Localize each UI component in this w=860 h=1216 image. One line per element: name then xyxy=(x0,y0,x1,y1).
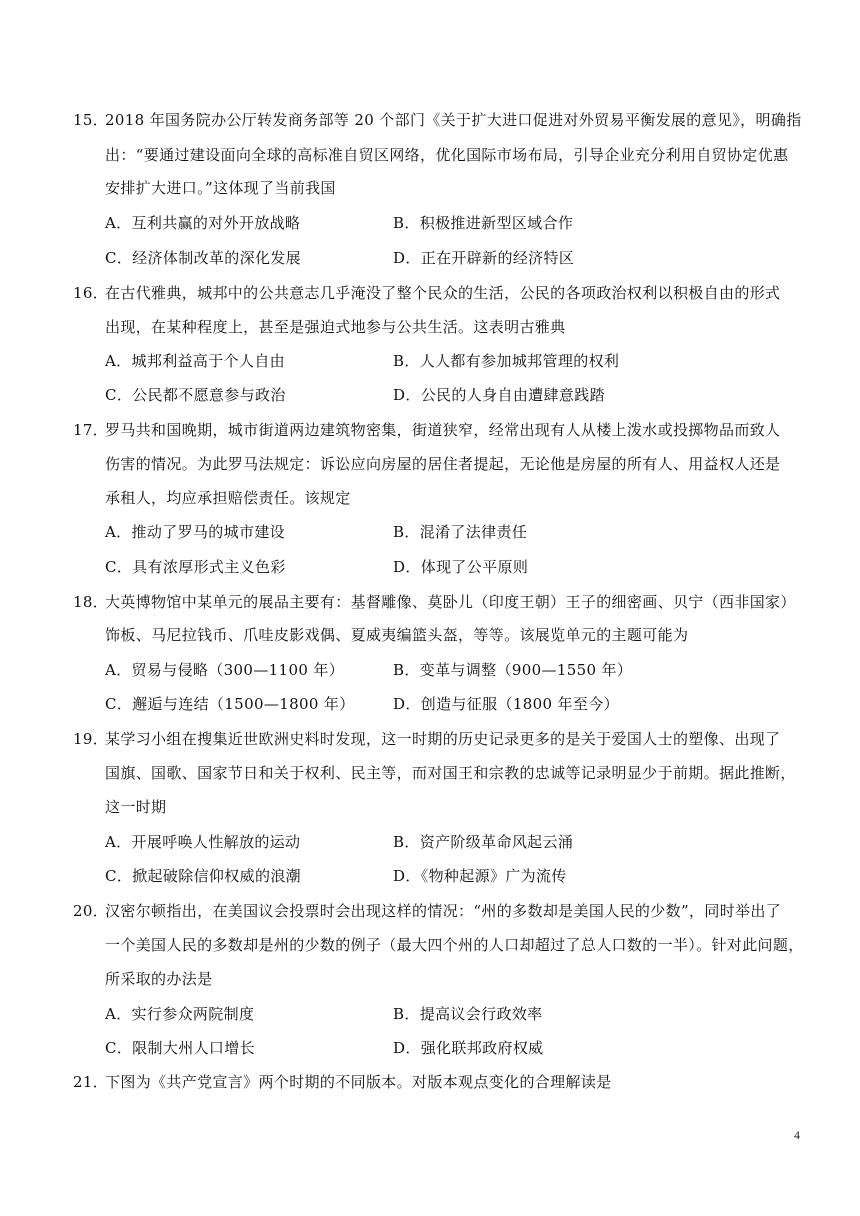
question-stem-line: 所采取的办法是 xyxy=(105,970,213,988)
option-d: D．强化联邦政府权威 xyxy=(393,1039,544,1057)
question-stem-line: 大英博物馆中某单元的展品主要有：基督雕像、莫卧儿（印度王朝）王子的细密画、贝宁（西非国家） xyxy=(105,593,796,611)
option-c: C．邂逅与连结（1500—1800 年） xyxy=(105,695,355,713)
question-stem-line: 这一时期 xyxy=(105,798,167,816)
option-a: A．推动了罗马的城市建设 xyxy=(105,523,286,541)
option-a: A．互利共赢的对外开放战略 xyxy=(105,214,301,232)
option-b: B．提高议会行政效率 xyxy=(393,1005,543,1023)
option-c: C．掀起破除信仰权威的浪潮 xyxy=(105,867,302,885)
option-d: D．正在开辟新的经济特区 xyxy=(393,249,575,267)
question-stem-line: 伤害的情况。为此罗马法规定：诉讼应向房屋的居住者提起，无论他是房屋的所有人、用益权人还是 xyxy=(105,455,781,473)
option-a: A．城邦利益高于个人自由 xyxy=(105,352,286,370)
option-a: A．开展呼唤人性解放的运动 xyxy=(105,833,301,851)
option-b: B．人人都有参加城邦管理的权利 xyxy=(393,352,620,370)
option-b: B．积极推进新型区域合作 xyxy=(393,214,574,232)
question-stem-line: 国旗、国歌、国家节日和关于权利、民主等，而对国王和宗教的忠诚等记录明显少于前期。据此推断， xyxy=(105,764,796,782)
page-number: 4 xyxy=(794,1128,800,1142)
question-stem-line: 下图为《共产党宣言》两个时期的不同版本。对版本观点变化的合理解读是 xyxy=(105,1073,612,1091)
question-stem-line: 某学习小组在搜集近世欧洲史料时发现，这一时期的历史记录更多的是关于爱国人士的塑像、出现了 xyxy=(105,730,781,748)
question-number: 21． xyxy=(73,1073,109,1091)
question-stem-line: 承租人，均应承担赔偿责任。该规定 xyxy=(105,489,351,507)
option-b: B．资产阶级革命风起云涌 xyxy=(393,833,574,851)
option-b: B．混淆了法律责任 xyxy=(393,523,528,541)
question-stem-line: 2018 年国务院办公厅转发商务部等 20 个部门《关于扩大进口促进对外贸易平衡发展的意见》，明确指 xyxy=(105,111,802,129)
question-number: 18． xyxy=(73,593,109,611)
option-d: D．体现了公平原则 xyxy=(393,558,529,576)
question-stem-line: 出：“要通过建设面向全球的高标准自贸区网络，优化国际市场布局，引导企业充分利用自贸协定优惠 xyxy=(105,146,789,164)
option-c: C．经济体制改革的深化发展 xyxy=(105,249,302,267)
option-c: C．具有浓厚形式主义色彩 xyxy=(105,558,286,576)
question-number: 20． xyxy=(73,902,109,920)
option-d: D．《物种起源》广为流传 xyxy=(393,867,567,885)
question-number: 16． xyxy=(73,284,109,302)
question-number: 15． xyxy=(73,111,109,129)
question-stem-line: 汉密尔顿指出，在美国议会投票时会出现这样的情况：“州的多数却是美国人民的少数”，同时举出了 xyxy=(105,902,782,920)
option-d: D．公民的人身自由遭肆意践踏 xyxy=(393,386,605,404)
question-stem-line: 一个美国人民的多数却是州的少数的例子（最大四个州的人口却超过了总人口数的一半）。针对此问题， xyxy=(105,936,804,954)
option-b: B．变革与调整（900—1550 年） xyxy=(393,661,633,679)
question-stem-line: 出现，在某种程度上，甚至是强迫式地参与公共生活。这表明古雅典 xyxy=(105,318,566,336)
option-c: C．限制大州人口增长 xyxy=(105,1039,255,1057)
question-stem-line: 在古代雅典，城邦中的公共意志几乎淹没了整个民众的生活，公民的各项政治权利以积极自由的形式 xyxy=(105,284,781,302)
option-a: A．贸易与侵略（300—1100 年） xyxy=(105,661,345,679)
question-stem-line: 安排扩大进口。”这体现了当前我国 xyxy=(105,179,336,197)
question-number: 17． xyxy=(73,421,109,439)
option-d: D．创造与征服（1800 年至今） xyxy=(393,695,619,713)
option-c: C．公民都不愿意参与政治 xyxy=(105,386,286,404)
option-a: A．实行参众两院制度 xyxy=(105,1005,255,1023)
question-stem-line: 罗马共和国晚期，城市街道两边建筑物密集，街道狭窄，经常出现有人从楼上泼水或投掷物品而致人 xyxy=(105,421,781,439)
question-number: 19． xyxy=(73,730,109,748)
question-stem-line: 饰板、马尼拉钱币、爪哇皮影戏偶、夏威夷编篮头盔，等等。该展览单元的主题可能为 xyxy=(105,626,689,644)
